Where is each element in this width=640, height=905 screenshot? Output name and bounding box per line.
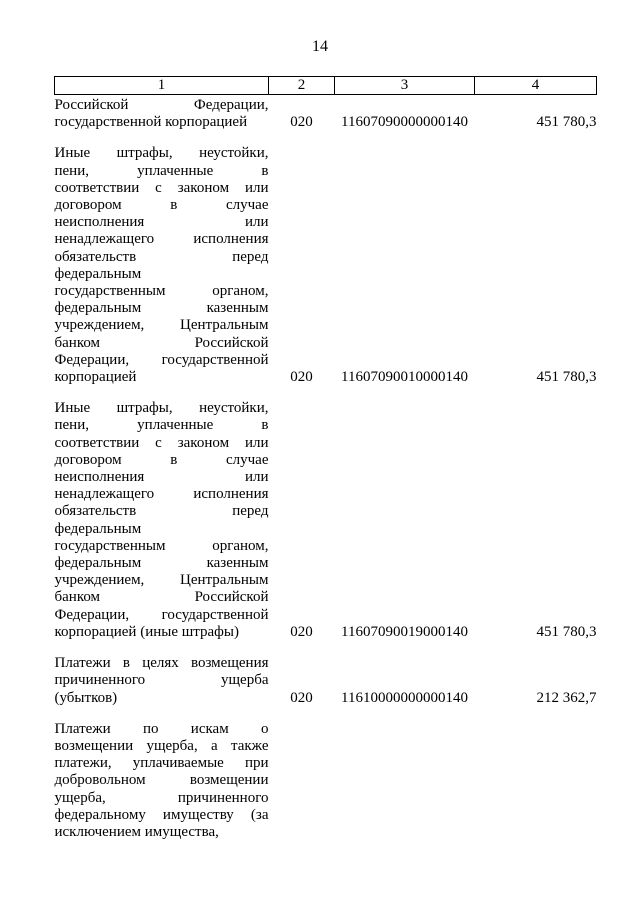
description-line: государственной корпорацией bbox=[54, 114, 248, 131]
description-line: корпорацией (иные штрафы) bbox=[54, 623, 239, 640]
revenue-description bbox=[55, 386, 269, 641]
description-line: пени, уплаченные в bbox=[54, 162, 269, 179]
description-line: федеральным bbox=[54, 520, 142, 537]
column-header-2: 2 bbox=[269, 77, 335, 95]
column-header-4: 4 bbox=[475, 77, 597, 95]
description-line: обязательств перед bbox=[54, 503, 269, 520]
table-row bbox=[55, 641, 597, 707]
description-line: соответствии с законом или bbox=[54, 434, 269, 451]
description-line: соответствии с законом или bbox=[54, 179, 269, 196]
amount-value bbox=[475, 707, 597, 841]
admin-code: 020 bbox=[290, 114, 313, 131]
description-line: Платежи по искам о bbox=[54, 720, 269, 737]
table-row bbox=[55, 707, 597, 841]
column-header-1: 1 bbox=[55, 77, 269, 95]
description-line: ущерба, причиненного bbox=[54, 789, 269, 806]
amount-value: 451 780,3 bbox=[536, 114, 597, 131]
description-line: Платежи в целях возмещения bbox=[54, 655, 269, 672]
description-line: федеральному имуществу (за bbox=[54, 806, 269, 823]
description-line: добровольном возмещении bbox=[54, 772, 269, 789]
table-row bbox=[55, 95, 597, 132]
description-line: ненадлежащего исполнения bbox=[54, 486, 269, 503]
description-line: банком Российской bbox=[54, 334, 269, 351]
revenue-table bbox=[54, 76, 597, 841]
description-line: причиненного ущерба bbox=[54, 672, 269, 689]
budget-classification-code: 11607090019000140 bbox=[341, 623, 468, 640]
description-line: договором в случае bbox=[54, 451, 269, 468]
revenue-description bbox=[55, 707, 269, 841]
column-header-3: 3 bbox=[335, 77, 475, 95]
amount-value: 212 362,7 bbox=[536, 689, 597, 706]
description-line: банком Российской bbox=[54, 589, 269, 606]
description-line: неисполнения или bbox=[54, 469, 269, 486]
description-line: государственным органом, bbox=[54, 283, 269, 300]
description-line: неисполнения или bbox=[54, 214, 269, 231]
description-line: (убытков) bbox=[54, 689, 118, 706]
description-line: исключением имущества, bbox=[54, 823, 219, 840]
description-line: Федерации, государственной bbox=[54, 606, 269, 623]
admin-code: 020 bbox=[290, 369, 313, 386]
description-line: договором в случае bbox=[54, 197, 269, 214]
description-line: учреждением, Центральным bbox=[54, 572, 269, 589]
amount-value: 451 780,3 bbox=[536, 623, 597, 640]
table-body bbox=[55, 95, 597, 842]
admin-code: 020 bbox=[290, 623, 313, 640]
admin-code: 020 bbox=[290, 689, 313, 706]
description-line: Российской Федерации, bbox=[54, 97, 269, 113]
description-line: федеральным bbox=[54, 265, 142, 282]
description-line: государственным органом, bbox=[54, 537, 269, 554]
table-row bbox=[55, 386, 597, 641]
description-line: корпорацией bbox=[54, 369, 137, 386]
description-line: Иные штрафы, неустойки, bbox=[54, 145, 269, 162]
revenue-description bbox=[55, 641, 269, 707]
description-line: пени, уплаченные в bbox=[54, 417, 269, 434]
description-line: Иные штрафы, неустойки, bbox=[54, 400, 269, 417]
revenue-description bbox=[55, 131, 269, 386]
admin-code bbox=[269, 707, 335, 841]
description-line: Федерации, государственной bbox=[54, 351, 269, 368]
revenue-description bbox=[55, 95, 269, 132]
description-line: ненадлежащего исполнения bbox=[54, 231, 269, 248]
description-line: платежи, уплачиваемые при bbox=[54, 755, 269, 772]
description-line: учреждением, Центральным bbox=[54, 317, 269, 334]
budget-classification-code bbox=[335, 707, 475, 841]
budget-classification-code: 11607090000000140 bbox=[341, 114, 468, 131]
description-line: возмещении ущерба, а также bbox=[54, 737, 269, 754]
page-number: 14 bbox=[312, 38, 328, 55]
description-line: обязательств перед bbox=[54, 248, 269, 265]
description-line: федеральным казенным bbox=[54, 555, 269, 572]
table-header-row bbox=[55, 77, 597, 95]
table-row bbox=[55, 131, 597, 386]
amount-value: 451 780,3 bbox=[536, 369, 597, 386]
description-line: федеральным казенным bbox=[54, 300, 269, 317]
budget-classification-code: 11610000000000140 bbox=[341, 689, 468, 706]
budget-classification-code: 11607090010000140 bbox=[341, 369, 468, 386]
